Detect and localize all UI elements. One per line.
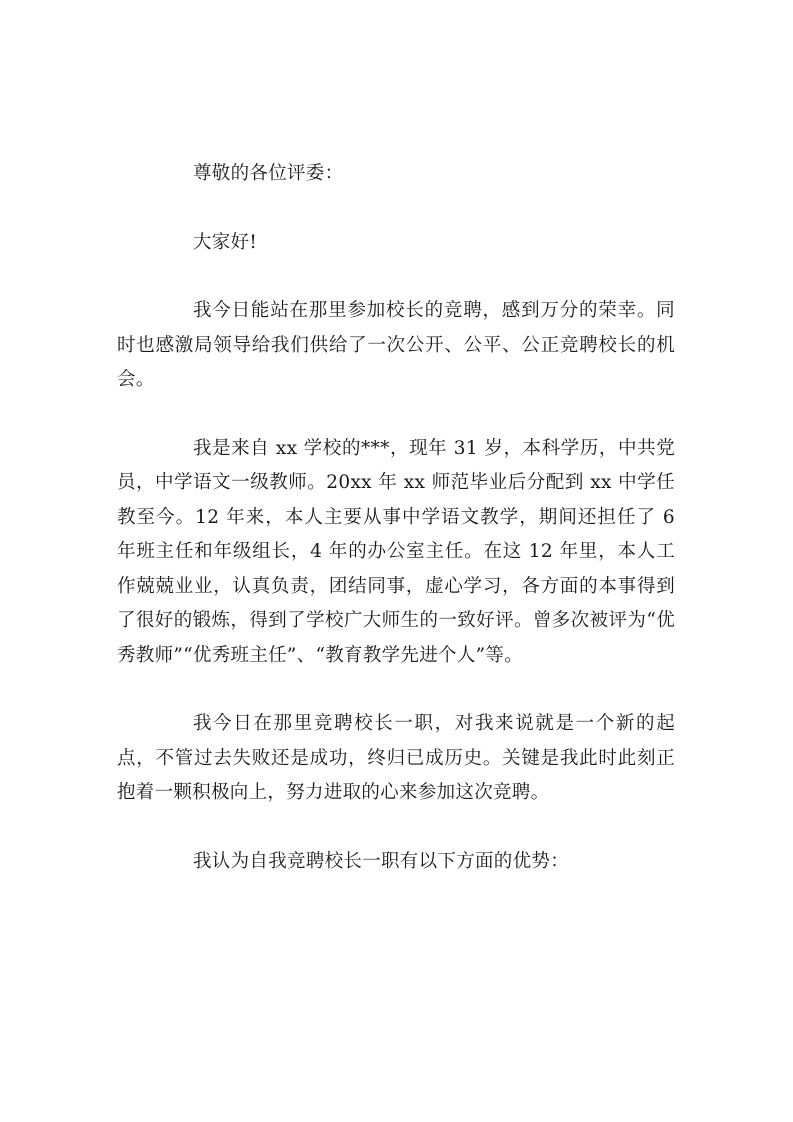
document-page [117,157,675,913]
paragraph-intro: 我今日能站在那里参加校长的竞聘，感到万分的荣幸。同时也感激局领导给我们供给了一次公开、公平、公正竞聘校长的机会。 [117,300,675,390]
paragraph-advantages: 我认为自我竞聘校长一职有以下方面的优势： [193,850,570,872]
salutation: 尊敬的各位评委： [193,163,344,184]
paragraph-new-start: 我今日在那里竞聘校长一职，对我来说就是一个新的起点，不管过去失败还是成功，终归已成历史。关键是我此时此刻正抱着一颗积极向上，努力进取的心来参加这次竞聘。 [117,713,675,803]
greeting: 大家好! [193,231,258,253]
paragraph-background: 我是来自 xx 学校的***，现年 31 岁，本科学历，中共党员，中学语文一级教师。20xx 年 xx 师范毕业后分配到 xx 中学任教至今。12 年来，本人主要从事中学语文教学，期间还担任了 6 年班主任和年级组长，4 年的办公室主任。在这 12 年里，本人工作兢兢业业，认真负责，团结同事，虚心学习，各方面的本事得到了很好的锻炼，得到了学校广大师生的一致好评。曾多次被评为“优秀教师”“优秀班主任”、“教育教学先进个人”等。 [117,437,675,666]
